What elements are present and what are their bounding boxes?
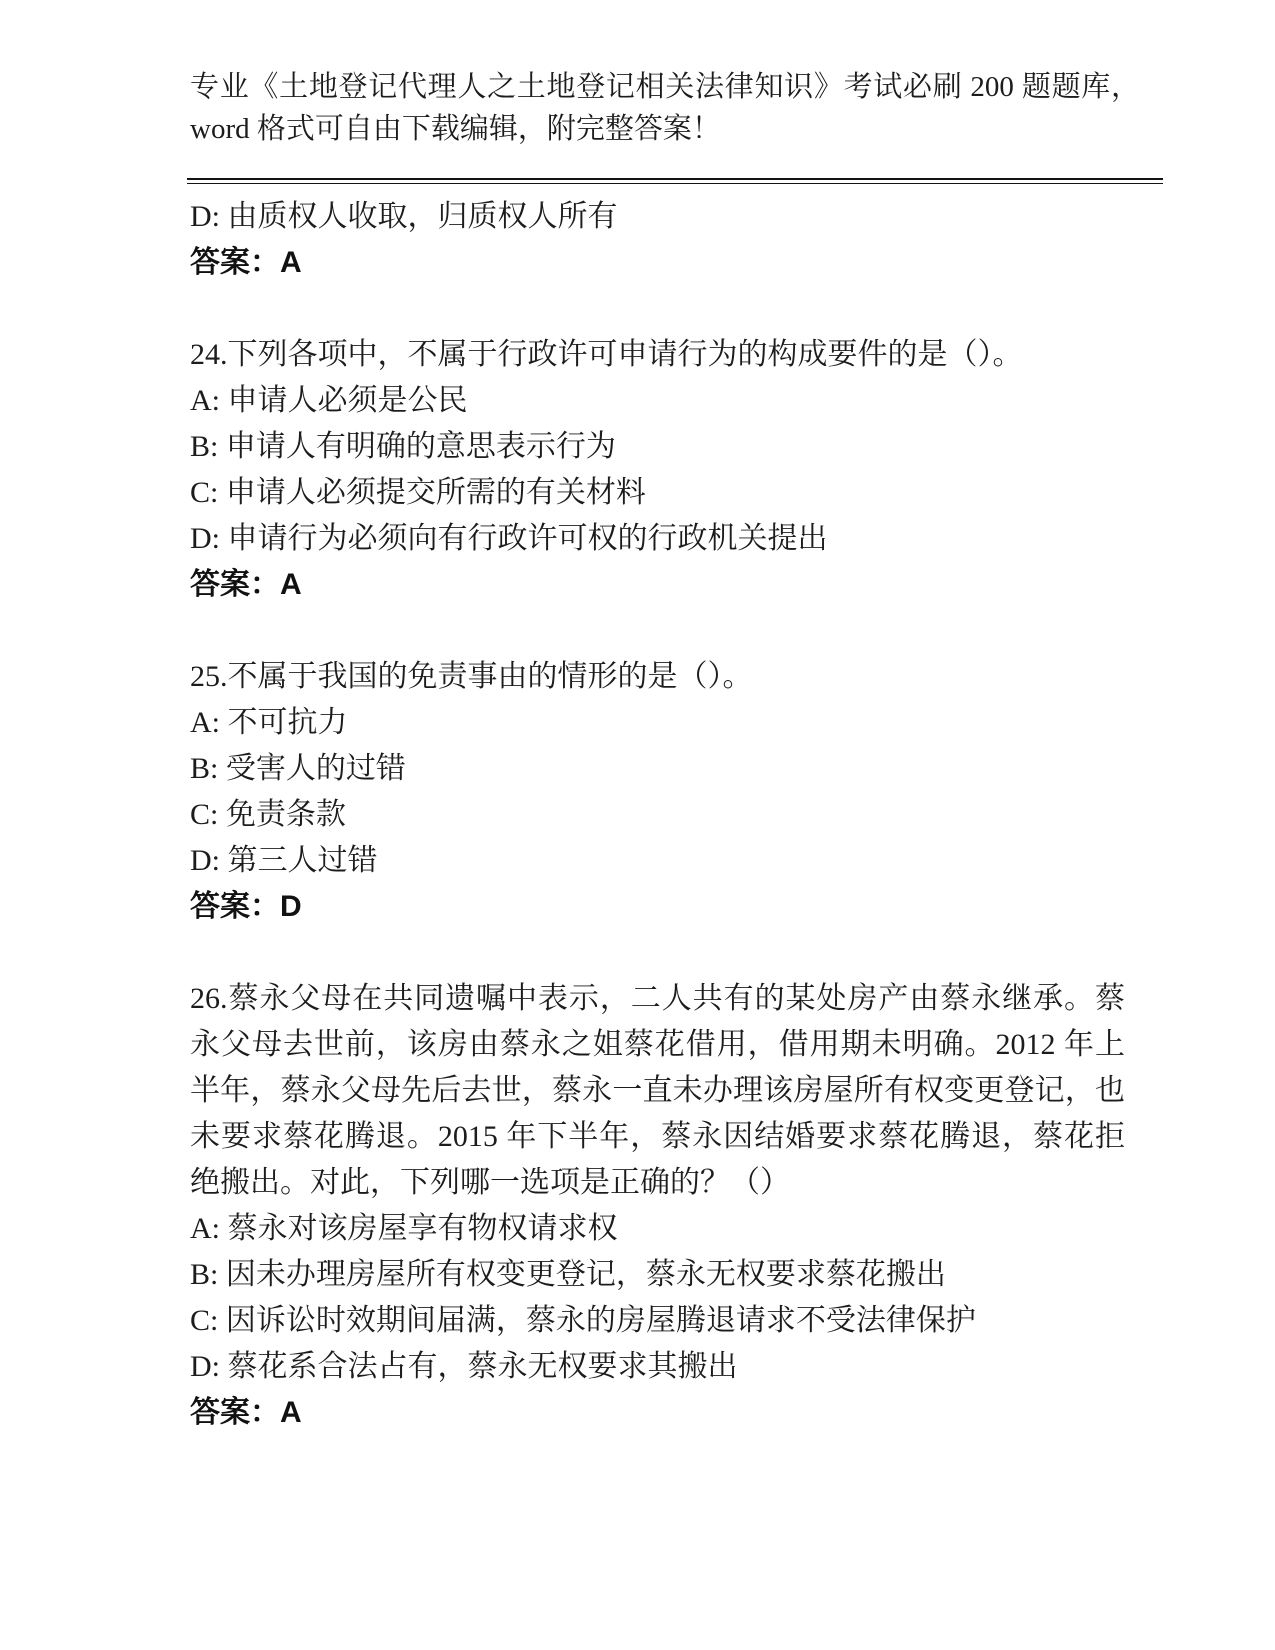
option-line: C: 因诉讼时效期间届满，蔡永的房屋腾退请求不受法律保护 <box>190 1304 976 1337</box>
option-line: A: 不可抗力 <box>190 706 348 739</box>
header-divider-rule <box>187 178 1163 184</box>
option-line: D: 由质权人收取，归质权人所有 <box>190 200 618 233</box>
answer-line: 答案：A <box>190 568 302 601</box>
option-line: B: 受害人的过错 <box>190 752 406 785</box>
question-block <box>190 332 1125 608</box>
answer-line: 答案：A <box>190 1396 302 1429</box>
option-line: B: 申请人有明确的意思表示行为 <box>190 430 616 463</box>
question-block <box>190 976 1125 1436</box>
question-block <box>190 654 1125 930</box>
answer-line: 答案：A <box>190 246 302 279</box>
question-stem: 24.下列各项中，不属于行政许可申请行为的构成要件的是（）。 <box>190 338 1023 371</box>
question-stem: 26.蔡永父母在共同遗嘱中表示，二人共有的某处房产由蔡永继承。蔡永父母去世前，该房由蔡永之姐蔡花借用，借用期未明确。2012 年上半年，蔡永父母先后去世，蔡永一直未办理该房屋所有权变更登记，也未要求蔡花腾退。2015 年下半年，蔡永因结婚要求蔡花腾退，蔡花拒绝搬出。对此，下列哪一选项是正确的？（） <box>190 982 1125 1199</box>
option-line: C: 免责条款 <box>190 798 346 831</box>
document-header-text: 专业《土地登记代理人之土地登记相关法律知识》考试必刷 200 题题库，word 格式可自由下载编辑，附完整答案！ <box>190 71 1140 145</box>
question-stem: 25.不属于我国的免责事由的情形的是（）。 <box>190 660 753 693</box>
option-line: A: 申请人必须是公民 <box>190 384 468 417</box>
option-line: D: 申请行为必须向有行政许可权的行政机关提出 <box>190 522 828 555</box>
option-line: D: 第三人过错 <box>190 844 378 877</box>
option-line: C: 申请人必须提交所需的有关材料 <box>190 476 646 509</box>
option-line: A: 蔡永对该房屋享有物权请求权 <box>190 1212 618 1245</box>
answer-line: 答案：D <box>190 890 302 923</box>
option-line: D: 蔡花系合法占有，蔡永无权要求其搬出 <box>190 1350 738 1383</box>
option-line: B: 因未办理房屋所有权变更登记，蔡永无权要求蔡花搬出 <box>190 1258 946 1291</box>
document-body <box>190 194 1125 1436</box>
